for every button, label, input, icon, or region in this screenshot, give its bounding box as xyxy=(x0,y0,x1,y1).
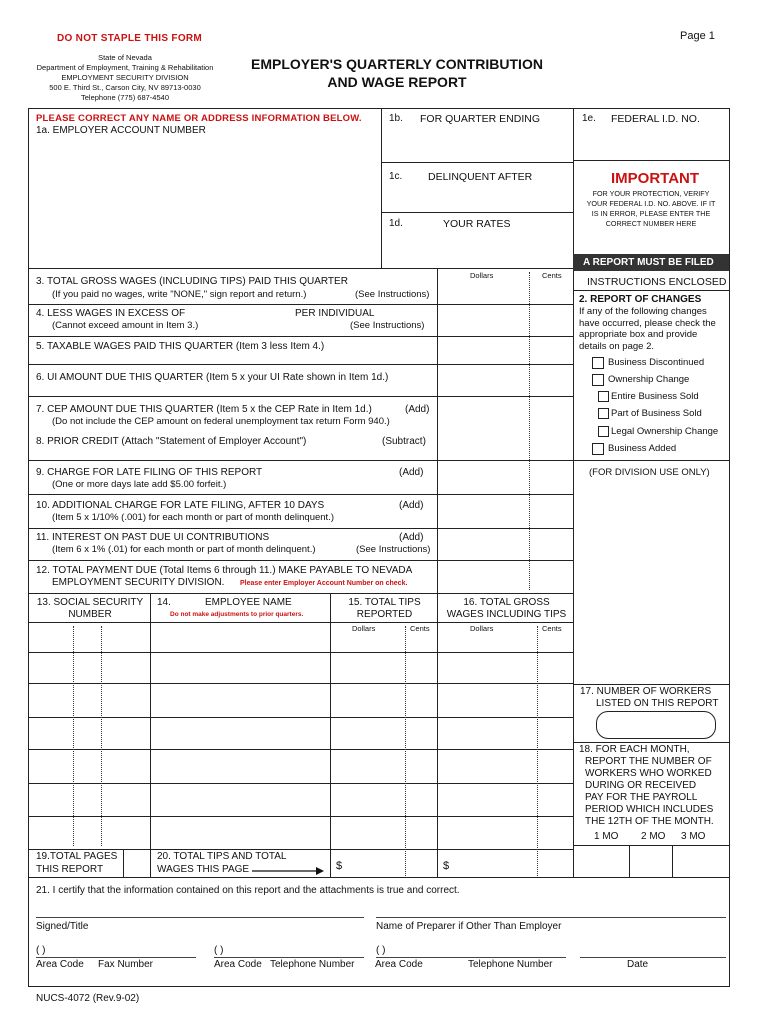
business-added-checkbox[interactable] xyxy=(592,443,604,455)
form-title xyxy=(232,55,562,91)
preparer-phone-label: Telephone Number xyxy=(468,959,553,970)
business-discontinued-label: Business Discontinued xyxy=(608,357,705,368)
fax-area-code-label: Area Code xyxy=(36,959,84,970)
item-6-label: 6. UI AMOUNT DUE THIS QUARTER (Item 5 x your UI Rate shown in Item 1d.) xyxy=(36,372,389,383)
date-label: Date xyxy=(627,959,649,970)
phone-area-code-label: Area Code xyxy=(214,959,262,970)
important-line: FOR YOUR PROTECTION, VERIFY xyxy=(592,189,710,198)
arrow-right-icon xyxy=(252,866,324,876)
entire-business-sold-checkbox[interactable] xyxy=(598,391,609,402)
item-7-note: (Do not include the CEP amount on federal unemployment tax return Form 940.) xyxy=(52,416,390,427)
important-line: CORRECT NUMBER HERE xyxy=(605,219,697,228)
your-rates-label: YOUR RATES xyxy=(443,218,511,230)
item-8-subtract: (Subtract) xyxy=(382,436,426,447)
employee-name-header: EMPLOYEE NAME xyxy=(205,597,292,608)
agency-line: EMPLOYMENT SECURITY DIVISION xyxy=(61,73,189,82)
certification-statement: 21. I certify that the information contained on this report and the attachments is true and correct. xyxy=(36,885,460,896)
part-business-sold-checkbox[interactable] xyxy=(598,408,609,419)
report-of-changes-text xyxy=(579,306,716,352)
agency-block xyxy=(20,53,230,103)
item-11-label: 11. INTEREST ON PAST DUE UI CONTRIBUTIONS xyxy=(36,532,270,543)
item-17-label-2: LISTED ON THIS REPORT xyxy=(596,698,719,709)
ownership-change-checkbox[interactable] xyxy=(592,374,604,386)
month-2-label: 2 MO xyxy=(641,831,666,842)
important-text xyxy=(575,189,727,229)
month-3-label: 3 MO xyxy=(681,831,706,842)
tips-column-header xyxy=(332,597,437,621)
no-adjustments-note: Do not make adjustments to prior quarters. xyxy=(170,611,304,618)
tips-dollars-heading: Dollars xyxy=(352,624,376,633)
delinquent-after-label: DELINQUENT AFTER xyxy=(428,171,533,183)
dollars-heading: Dollars xyxy=(470,271,494,280)
item-8-label: 8. PRIOR CREDIT (Attach "Statement of Employer Account") xyxy=(36,436,307,447)
changes-line: have occurred, please check the xyxy=(579,317,716,329)
agency-line: 500 E. Third St., Carson City, NV 89713-0030 xyxy=(49,83,201,92)
item-18-line: THE 12TH OF THE MONTH. xyxy=(585,816,714,827)
item-7-add: (Add) xyxy=(405,404,430,415)
item-11-add: (Add) xyxy=(399,532,424,543)
item-9-note: (One or more days late add $5.00 forfeit.) xyxy=(52,479,227,490)
month-1-label: 1 MO xyxy=(594,831,619,842)
item-10-label: 10. ADDITIONAL CHARGE FOR LATE FILING, AFTER 10 DAYS xyxy=(36,500,325,511)
part-business-sold-label: Part of Business Sold xyxy=(611,408,702,419)
preparer-area-code-label: Area Code xyxy=(375,959,423,970)
item-1c-number: 1c. xyxy=(389,171,403,182)
no-staple-notice: DO NOT STAPLE THIS FORM xyxy=(57,33,203,44)
tips-total-dollar-sign: $ xyxy=(336,860,343,872)
tips-header-line: 15. TOTAL TIPS xyxy=(348,597,421,608)
changes-line: appropriate box and provide xyxy=(579,329,698,340)
item-20-label: 20. TOTAL TIPS AND TOTAL xyxy=(157,851,287,862)
item-7-label: 7. CEP AMOUNT DUE THIS QUARTER (Item 5 x the CEP Rate in Item 1d.) xyxy=(36,404,372,415)
preparer-phone-line[interactable] xyxy=(376,957,566,958)
item-14-number: 14. xyxy=(157,597,171,608)
legal-ownership-change-checkbox[interactable] xyxy=(598,426,609,437)
item-18-line: WORKERS WHO WORKED xyxy=(585,768,712,779)
important-line: YOUR FEDERAL I.D. NO. ABOVE. IF IT xyxy=(586,199,716,208)
legal-ownership-change-label: Legal Ownership Change xyxy=(611,426,719,437)
agency-line: Department of Employment, Training & Rehabilitation xyxy=(36,63,214,72)
workers-count-field[interactable] xyxy=(596,711,716,739)
ssn-column-header xyxy=(30,597,150,621)
item-3-note: (If you paid no wages, write "NONE," sign report and return.) xyxy=(52,289,307,300)
gross-header-line: WAGES INCLUDING TIPS xyxy=(446,609,567,620)
preparer-label: Name of Preparer if Other Than Employer xyxy=(376,921,562,932)
gross-dollars-heading: Dollars xyxy=(470,624,494,633)
preparer-line[interactable] xyxy=(376,917,726,918)
tips-cents-heading: Cents xyxy=(410,624,430,633)
signature-line[interactable] xyxy=(36,917,364,918)
phone-number-label: Telephone Number xyxy=(270,959,355,970)
item-12-label: 12. TOTAL PAYMENT DUE (Total Items 6 through 11.) MAKE PAYABLE TO NEVADA xyxy=(36,565,413,576)
report-of-changes-title: 2. REPORT OF CHANGES xyxy=(579,294,702,305)
item-4-note: (Cannot exceed amount in Item 3.) xyxy=(52,320,199,331)
item-9-add: (Add) xyxy=(399,467,424,478)
item-4-instructions: (See Instructions) xyxy=(350,320,425,331)
item-12-payee: EMPLOYMENT SECURITY DIVISION. xyxy=(52,577,225,588)
phone-line[interactable] xyxy=(214,957,364,958)
item-10-note: (Item 5 x 1/10% (.001) for each month or part of month delinquent.) xyxy=(52,512,334,523)
item-19-label-2: THIS REPORT xyxy=(36,864,104,875)
item-20-label-2: WAGES THIS PAGE xyxy=(157,864,250,875)
important-heading: IMPORTANT xyxy=(611,170,700,187)
item-4-per-individual: PER INDIVIDUAL xyxy=(295,308,375,319)
fax-area-paren: ( ) xyxy=(36,945,46,956)
item-1e-number: 1e. xyxy=(582,113,596,124)
entire-business-sold-label: Entire Business Sold xyxy=(611,391,699,402)
ssn-header-line: 13. SOCIAL SECURITY xyxy=(36,597,144,608)
must-file-banner: A REPORT MUST BE FILED xyxy=(583,257,714,268)
tips-header-line: REPORTED xyxy=(356,609,413,620)
agency-line: State of Nevada xyxy=(98,53,152,62)
wages-total-dollar-sign: $ xyxy=(443,860,450,872)
item-4-label: 4. LESS WAGES IN EXCESS OF xyxy=(36,308,186,319)
item-9-label: 9. CHARGE FOR LATE FILING OF THIS REPORT xyxy=(36,467,263,478)
item-18-line: PERIOD WHICH INCLUDES xyxy=(585,804,714,815)
ownership-change-label: Ownership Change xyxy=(608,374,690,385)
phone-area-paren: ( ) xyxy=(214,945,224,956)
preparer-area-paren: ( ) xyxy=(376,945,386,956)
item-19-label: 19.TOTAL PAGES xyxy=(36,851,118,862)
division-use-label: (FOR DIVISION USE ONLY) xyxy=(589,467,710,478)
fax-number-label: Fax Number xyxy=(98,959,154,970)
gross-header-line: 16. TOTAL GROSS xyxy=(463,597,550,608)
date-line[interactable] xyxy=(580,957,726,958)
item-17-label: 17. NUMBER OF WORKERS xyxy=(580,686,712,697)
business-added-label: Business Added xyxy=(608,443,677,454)
agency-line: Telephone (775) 687-4540 xyxy=(81,93,169,102)
cents-heading: Cents xyxy=(542,271,562,280)
title-line: EMPLOYER'S QUARTERLY CONTRIBUTION xyxy=(251,56,543,72)
item-11-note: (Item 6 x 1% (.01) for each month or part of month delinquent.) xyxy=(52,544,316,555)
changes-line: If any of the following changes xyxy=(579,306,707,317)
quarter-ending-label: FOR QUARTER ENDING xyxy=(420,113,540,125)
federal-id-label: FEDERAL I.D. NO. xyxy=(611,113,700,125)
gross-wages-column-header xyxy=(440,597,573,621)
employer-account-label: 1a. EMPLOYER ACCOUNT NUMBER xyxy=(36,125,206,136)
item-18-line: REPORT THE NUMBER OF xyxy=(585,756,712,767)
instructions-enclosed: INSTRUCTIONS ENCLOSED xyxy=(587,276,727,288)
item-18-line: PAY FOR THE PAYROLL xyxy=(585,792,698,803)
item-5-label: 5. TAXABLE WAGES PAID THIS QUARTER (Item 3 less Item 4.) xyxy=(36,341,325,352)
signed-title-label: Signed/Title xyxy=(36,921,89,932)
item-12-check-note: Please enter Employer Account Number on check. xyxy=(240,580,408,587)
business-discontinued-checkbox[interactable] xyxy=(592,357,604,369)
item-10-add: (Add) xyxy=(399,500,424,511)
ssn-header-line: NUMBER xyxy=(68,609,112,620)
item-18-line: DURING OR RECEIVED xyxy=(585,780,697,791)
changes-line: details on page 2. xyxy=(579,340,655,352)
correct-info-notice: PLEASE CORRECT ANY NAME OR ADDRESS INFORMATION BELOW. xyxy=(36,113,362,124)
item-18-label xyxy=(579,744,714,828)
item-11-instructions: (See Instructions) xyxy=(356,544,431,555)
item-1b-number: 1b. xyxy=(389,113,403,124)
fax-line[interactable] xyxy=(36,957,196,958)
gross-cents-heading: Cents xyxy=(542,624,562,633)
title-line: AND WAGE REPORT xyxy=(327,74,467,90)
form-number: NUCS-4072 (Rev.9-02) xyxy=(36,993,140,1004)
item-18-line: 18. FOR EACH MONTH, xyxy=(579,744,690,755)
item-3-label: 3. TOTAL GROSS WAGES (INCLUDING TIPS) PAID THIS QUARTER xyxy=(36,276,348,287)
important-line: IS IN ERROR, PLEASE ENTER THE xyxy=(591,209,711,218)
item-1d-number: 1d. xyxy=(389,218,403,229)
page-number: Page 1 xyxy=(680,30,715,42)
item-3-instructions: (See Instructions) xyxy=(355,289,430,300)
